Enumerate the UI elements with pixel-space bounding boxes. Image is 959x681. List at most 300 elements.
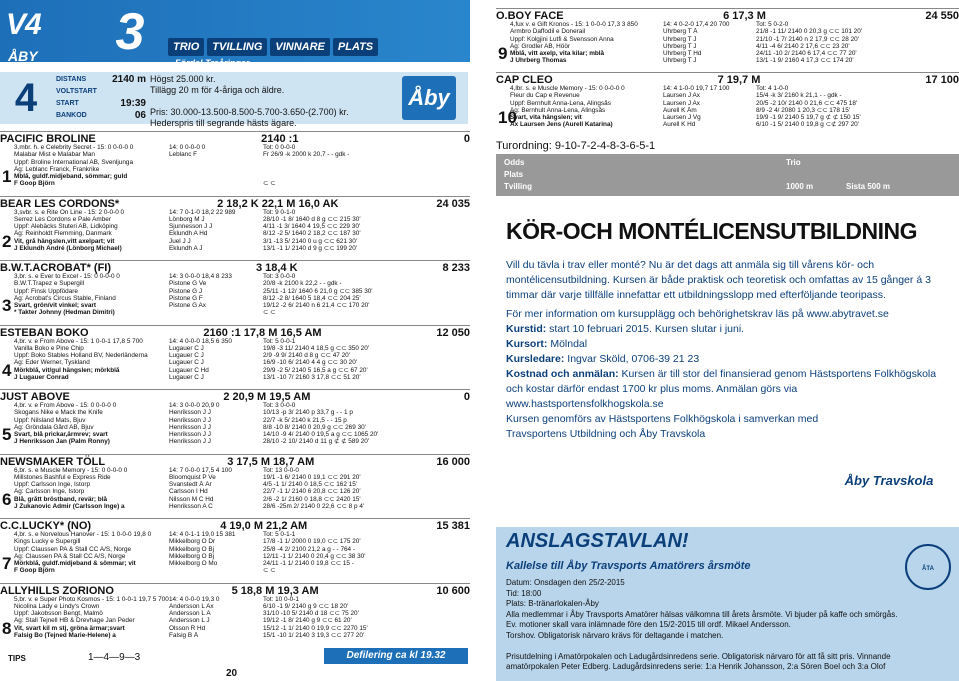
horse-detail-row (0, 374, 470, 381)
horse-cell (169, 180, 263, 187)
odds-label: Odds (504, 158, 525, 167)
horse-cell: Mikkelborg O Dr (169, 538, 216, 546)
horse-detail-row (0, 209, 470, 216)
horse-cell (169, 309, 263, 316)
horse-detail-row (0, 467, 470, 474)
horse-cell: Pistone G J (169, 287, 203, 295)
horse-cell: 31/10 -10 5/ 2140 d 18 ⊂⊂ 75 20' (263, 610, 359, 618)
horse-detail-row (0, 496, 470, 503)
horse-cell: Tot: 0 0-0-0 (263, 144, 296, 151)
horse-cell: 15/1 -10 1/ 2140 3 19,3 ⊂⊂ 277 20' (263, 631, 365, 639)
horse-cell: Andersson L J (169, 617, 210, 625)
anslag-body (506, 578, 951, 673)
horse-detail-row (496, 43, 959, 50)
horse-cell: 14: 4 0-1-1 19,0 15 381 (169, 531, 236, 538)
horse-cell: Äg: Grodler AB, Höör (510, 42, 571, 50)
aby-label: ÅBY (8, 48, 38, 64)
horse-cell: 14: 7 0-0-0 17,5 4 100 (169, 466, 232, 474)
prize-info (150, 74, 349, 129)
horse-cell: 14: 4 0-0-0 18,5 6 350 (169, 337, 232, 345)
horse-detail-row (0, 603, 470, 610)
horse-cell: Svart, vita hängslen; vit (510, 114, 582, 122)
horse-cell: 19/9 -1 9/ 2140 5 19,7 g ⊄ ⊄ 150 15' (756, 114, 861, 122)
horse-start-number: 1 (2, 167, 12, 186)
ad-body (506, 258, 951, 442)
horse-cell: Mörkblå, vit/gul hängslen; mörkblå (14, 366, 120, 374)
horse-detail-row (496, 107, 959, 114)
anslag-line: Alla medlemmar i Åby Travsports Amatörer hälsas välkomna till årets årsmöte. Vi bjuder på kaffe och smörgås. (506, 609, 898, 619)
bet-tvilling: TVILLING (207, 38, 267, 56)
horse-cell: 16/9 -10 6/ 2140 4 4 g ⊂⊂ 30 20' (263, 359, 358, 367)
bet-plats: PLATS (333, 38, 378, 56)
horse-detail-row (496, 121, 959, 128)
horse-cell: Henriksson A C (169, 502, 213, 510)
horse-detail-row (0, 546, 470, 553)
horse-cell: Henriksson J J (169, 438, 211, 446)
horse-entry (0, 518, 470, 575)
horse-cell: ⊂ ⊂ (263, 180, 276, 188)
ad-paragraph: För mer information om kursupplägg och behörighetskrav läs på www.abytravet.se (506, 308, 889, 320)
horse-cell: J Henriksson Jan (Palm Ronny) (14, 438, 110, 446)
horse-right: 0 (463, 133, 470, 145)
horse-detail-row (0, 216, 470, 223)
horse-entry (0, 196, 470, 253)
defilering-time: Defilering ca kl 19.32 (324, 648, 468, 664)
horse-cell: 6,br. s. e Muscle Memory - 15: 0 0-0-0 0 (14, 466, 128, 474)
horse-detail-row (496, 92, 959, 99)
horse-name-row (0, 131, 470, 144)
horse-mid: 3 17,5 M 18,7 AM (227, 455, 315, 468)
horse-name: C.C.LUCKY* (NO) (0, 520, 92, 532)
horse-start-number: 2 (2, 231, 12, 251)
horse-detail-row (0, 338, 470, 345)
horse-cell: Aurell K Åm (663, 106, 697, 114)
horse-name: BEAR LES CORDONS* (0, 197, 120, 210)
trio-label: Trio (786, 158, 801, 167)
horse-entry (0, 131, 470, 188)
horse-cell: ⊂ ⊂ (263, 567, 276, 575)
horse-detail-row (0, 245, 470, 252)
horse-cell: Uhrberg T J (663, 42, 697, 50)
anslag-line (506, 641, 951, 652)
horse-start-number: 4 (2, 360, 12, 380)
horse-cell: Bloomquist P Ve (169, 473, 216, 481)
horse-detail-row (0, 295, 470, 302)
race-subtitle: Fördel Treåringar (175, 58, 250, 68)
horse-cell: 28/10 -1 8/ 1640 d 8 g ⊂⊂ 215 30' (263, 215, 361, 223)
horse-right: 8 233 (442, 262, 470, 274)
page-number-left: 20 (226, 668, 238, 679)
horse-start-number: 10 (498, 108, 517, 127)
horse-cell: Mikkelborg O Bj (169, 552, 215, 560)
horse-cell: 4,lbr. s. e Muscle Memory - 15: 0 0-0-0 0 (510, 85, 625, 92)
horse-detail-row (0, 345, 470, 352)
horse-right: 15 381 (436, 520, 470, 532)
horse-cell: 25/8 -4 2/ 2100 21,2 a g - - 764 - (263, 545, 356, 553)
horse-name: ESTEBAN BOKO (0, 326, 89, 339)
horse-cell: 8/12 -2 5/ 1640 2 18,2 ⊂⊂ 187 30' (263, 230, 361, 238)
horse-cell: 4/11 -1 3/ 1640 4 19,5 ⊂⊂ 229 30' (263, 223, 361, 231)
horse-cell: 19/12 -1 8/ 2140 g 9 ⊂⊂ 61 20' (263, 617, 352, 625)
horse-cell (263, 159, 470, 166)
horse-cell: 20/5 -2 10/ 2140 0 21,6 ⊂⊂ 475 18' (756, 99, 858, 107)
horse-mid: 2 20,9 M 19,5 AM (223, 391, 311, 403)
horse-name-row (0, 325, 470, 338)
horse-cell: Serrez Les Cordons e Pale Amber (14, 215, 111, 223)
horse-cell: 28/6 -25m 2/ 2140 0 22,6 ⊂⊂ 8 p 4' (263, 502, 365, 510)
horse-cell: Äg: Acrobat's Circus Stable, Finland (14, 294, 116, 302)
horse-start-number: 3 (2, 296, 12, 315)
horse-detail-row (0, 159, 470, 166)
horse-cell: Blå, grått bröstband, revär; blå (14, 495, 108, 503)
horse-detail-row (0, 288, 470, 295)
horse-cell: 4/11 -4 6/ 2140 2 17,6 ⊂⊂ 23 20' (756, 42, 850, 50)
horse-cell: 13/1 -1 1/ 2140 d 9 g ⊂⊂ 199 20' (263, 244, 358, 252)
horse-cell: ⊂ ⊂ (263, 309, 276, 317)
horse-cell: Laursen J Ax (663, 99, 700, 107)
horse-cell: Mikkelborg O Bj (169, 545, 215, 553)
horse-entry (0, 583, 470, 640)
anslag-line: Datum: Onsdagen den 25/2-2015 (506, 578, 625, 587)
odds-graphic (496, 154, 959, 196)
horse-cell: Äg: Leblanc Franck, Frankrike (14, 165, 100, 173)
horse-detail-row (496, 85, 959, 92)
horse-name-row (0, 260, 470, 273)
horse-detail-row (0, 402, 470, 409)
horse-detail-row (0, 359, 470, 366)
horse-detail-row (0, 625, 470, 632)
horse-start-number: 7 (2, 554, 12, 573)
horse-cell: Andersson L Ä (169, 610, 211, 618)
horse-cell: 13/1 -10 7/ 2160 3 17,8 ⊂⊂ 51 20' (263, 373, 361, 381)
tvilling-label: Tvilling (504, 182, 532, 191)
horse-cell: Tot: 3 0-0-0 (263, 273, 296, 280)
horse-cell (169, 567, 263, 574)
horse-cell (263, 166, 470, 173)
race-banner (0, 0, 470, 128)
horse-cell: Svanstedt Å Är (169, 481, 212, 489)
horse-detail-row (0, 503, 470, 510)
horse-detail-row (0, 488, 470, 495)
horse-cell: 12/11 -1 1/ 2140 0 20,4 g ⊂⊂ 38 30' (263, 552, 366, 560)
horse-cell: Eklundh A J (169, 244, 203, 252)
horse-cell: 3,br. s. e Ever to Excel - 15: 0 0-0-0 0 (14, 273, 120, 280)
horse-cell: 20/8 -k 2100 k 22,2 - - gdk - (263, 280, 342, 288)
ad-title: KÖR-OCH MONTÉLICENSUTBILDNING (506, 218, 917, 244)
horse-cell: Eklundh A Hd (169, 230, 208, 238)
horse-cell: Lugauer C Hd (169, 366, 209, 374)
horse-name-row (496, 8, 959, 21)
horse-name: PACIFIC BROLINE (0, 133, 96, 145)
horse-entry (496, 72, 959, 129)
horse-cell: 14: 7 0-1-0 18,2 22 989 (169, 208, 236, 216)
horse-cell: 21/10 -1 7/ 2140 n 2 17,9 ⊂⊂ 28 20' (756, 35, 859, 43)
horse-cell: Äg: Carlsson Inge, Istorp (14, 488, 85, 496)
horse-cell: Äg: Claussen PA & Stall CC A/S, Norge (14, 552, 126, 560)
horse-cell: Olsson R Hd (169, 624, 206, 632)
aby-logo: Åby (402, 76, 456, 120)
horse-entry (0, 325, 470, 382)
horse-name: B.W.T.ACROBAT* (FI) (0, 262, 112, 274)
horse-cell: 14: 4 0-2-0 17,4 20 700 (663, 21, 730, 28)
horse-cell: B.W.T.Trapez e Supergill (14, 280, 85, 288)
horse-detail-row (0, 481, 470, 488)
horse-detail-row (0, 431, 470, 438)
horse-cell: Uppf: Finsk Uppfödare (14, 287, 78, 295)
horse-cell: 14: 3 0-0-0 20,9 0 (169, 402, 220, 409)
horse-cell: Äg: Stall Tejnell HB & Drevhage Jan Peder (14, 617, 135, 625)
horse-cell: 19/12 -2 6/ 2140 n 6 21,4 ⊂⊂ 170 20' (263, 302, 370, 310)
prize-line: Tillägg 20 m för 4-åriga och äldre. (150, 85, 285, 95)
horse-cell: 15/4 -k 3/ 2160 k 21,1 - - gdk - (756, 92, 842, 100)
horse-name: ALLYHILLS ZORIONO (0, 584, 114, 597)
horse-cell: Lugauer C J (169, 373, 204, 381)
horse-cell: Äg: Reinholdt Flemming, Danmark (14, 230, 112, 238)
horse-cell: Vanilla Boko e Pine Chip (14, 344, 84, 352)
prize-line: Högst 25.000 kr. (150, 74, 216, 84)
horse-cell: Henriksson J J (169, 423, 211, 431)
horse-detail-row (0, 438, 470, 445)
horse-cell: 22/7 -k 5/ 2140 k 21,5 - - 15 p (263, 416, 347, 424)
horse-cell: F Goop Björn (14, 567, 55, 575)
horse-cell: Uppf: Bernhult Anna-Lena, Alingsås (510, 99, 611, 107)
ad-kostnad: Kostnad och anmälan: Kursen är till stor del finansierad genom Hästsportens Folkhögskola och kostar därför endast 1700 kr plus moms. Anmälan görs via (506, 368, 937, 395)
horse-name-row (0, 454, 470, 467)
horse-cell: Uppf: Broline International AB, Svenljunga (14, 158, 134, 166)
plats-label: Plats (504, 170, 524, 179)
horse-name-row (0, 583, 470, 596)
horse-name-row (0, 389, 470, 402)
horse-detail-row (496, 57, 959, 64)
horse-detail-row (0, 273, 470, 280)
info-voltstart: VOLTSTART (56, 88, 97, 95)
horse-detail-row (0, 367, 470, 374)
horse-cell: Uhrberg T Hd (663, 50, 702, 58)
horse-cell: Svart, grön/vit vinkel; svart (14, 302, 97, 310)
horse-cell: 19/8 -3 11/ 2140 4 18,5 g ⊂⊂ 350 20' (263, 344, 369, 352)
horse-cell: Carlsson I Hd (169, 488, 208, 496)
horse-cell: Uhrberg T Å (663, 28, 698, 36)
tips-label: TIPS (8, 654, 26, 663)
horse-mid: 2140 :1 (261, 133, 299, 145)
horse-mid: 5 18,8 M 19,3 AM (231, 584, 319, 597)
horse-cell: Tot: 5 0-2-0 (756, 21, 789, 28)
horse-cell: Tot: 4 1-0-0 (756, 85, 789, 92)
horse-name-row (0, 518, 470, 531)
tips-value: 1—4—9—3 (88, 652, 141, 663)
anslag-line: Prisutdelning i Amatörpokalen och Ladugårdsinredens serie. Obligatorisk närvaro för att få sitt pris. Vinnande (506, 651, 891, 661)
horse-cell: Fleur du Cap e Revenue (510, 92, 580, 100)
horse-detail-row (0, 223, 470, 230)
horse-cell: * Takter Johnny (Hedman Dimitri) (14, 309, 115, 317)
horse-cell: Pistone G F (169, 294, 203, 302)
horse-name: O.BOY FACE (496, 10, 564, 22)
horse-cell: Uhrberg T J (663, 57, 697, 65)
horse-cell: 10/13 -p 3/ 2140 p 33,7 g - - 1 p (263, 409, 353, 417)
horse-detail-row (0, 538, 470, 545)
horse-detail-row (0, 144, 470, 151)
horse-cell: 6/10 -1 5/ 2140 0 19,8 g ⊂⊄ 297 20' (756, 121, 859, 129)
horse-cell: Nilsson M C Hd (169, 495, 214, 503)
horse-mid: 4 19,0 M 21,2 AM (220, 520, 308, 532)
horse-detail-row (0, 596, 470, 603)
horse-cell: 24/11 -10 2/ 2140 6 17,4 ⊂⊂ 77 20' (756, 50, 857, 58)
anslag-line: amatörpokalen Peter Edberg. Ladugårdsinredens serie: 1:a Henrik Johansson, 2:a Sören Boel och 3:a Olof (506, 662, 886, 671)
horse-cell: Uppf: Alebäcks Stuteri AB, Lidköping (14, 223, 118, 231)
horse-right: 12 050 (436, 326, 470, 339)
horse-detail-row (0, 567, 470, 574)
bet-types (168, 38, 378, 56)
horse-mid: 3 18,4 K (255, 262, 298, 274)
horse-detail-row (0, 632, 470, 639)
horse-entry (0, 389, 470, 446)
horse-cell: 14: 4 1-0-0 19,7 17 100 (663, 85, 730, 92)
horse-cell: Tot: 10 0-0-1 (263, 595, 299, 603)
prize-line (150, 96, 349, 107)
horse-detail-row (496, 28, 959, 35)
horse-cell: 17/8 -1 1/ 2000 0 19,0 ⊂⊂ 175 20' (263, 538, 361, 546)
horse-cell: Svart, blå prickar,ärmrev; svart (14, 431, 108, 439)
club-logo: ÅTA (905, 544, 951, 590)
horse-detail-row (496, 50, 959, 57)
horse-right: 0 (463, 391, 470, 403)
horse-cell: 4,fux v. e Gift Kronos - 15: 1 0-0-0 17,3 3 850 (510, 21, 638, 28)
horse-cell: Uppf: Kolgjini Lutfi & Svensson Anna (510, 35, 614, 43)
horse-cell: 2/9 -9 9/ 2140 d 8 g ⊂⊂ 47 20' (263, 352, 350, 360)
travskola-logo: Åby Travskola (844, 473, 934, 488)
horse-cell: 28/10 -2 10/ 2140 d 11 g ⊄ ⊄ 589 20' (263, 438, 369, 446)
v4-logo: V4 (6, 8, 41, 41)
kallelse-title: Kallelse till Åby Travsports Amatörers årsmöte (506, 560, 751, 572)
horse-cell: Äg: Gröndala Gård AB, Bjuv (14, 423, 94, 431)
horse-cell: Leblanc F (169, 151, 198, 159)
ad-kursort: Kursort: Mölndal (506, 338, 588, 350)
horse-entry (496, 8, 959, 65)
horse-cell: Fr 26/9 -k 2000 k 20,7 - - gdk - (263, 151, 350, 159)
horse-cell: 14: 0 0-0-0 0 (169, 144, 206, 151)
anslag-line: Tid: 18:00 (506, 588, 542, 598)
horse-cell: Aurell K Hd (663, 121, 696, 129)
horse-right: 24 550 (925, 10, 959, 22)
horse-cell: Äg: Eder Werner, Tyskland (14, 359, 90, 367)
horse-cell: 21/8 -1 11/ 2140 0 20,3 g ⊂⊂ 101 20' (756, 28, 862, 36)
horse-cell: Vit, grå hängslen,vitt axelpart; vit (14, 237, 115, 245)
horse-cell: 29/9 -2 5/ 2140 5 16,5 a g ⊂⊂ 67 20' (263, 366, 368, 374)
horse-detail-row (496, 36, 959, 43)
horse-cell: Laursen J Ax (663, 92, 700, 100)
horse-start-number: 9 (498, 44, 508, 63)
horse-cell: J Zukanovic Admir (Carlsson Inge) a (14, 502, 125, 510)
horse-cell: Laursen J Vg (663, 114, 701, 122)
horse-detail-row (496, 21, 959, 28)
anslag-title: ANSLAGSTAVLAN! (506, 530, 689, 552)
horse-cell: Pistone G Ve (169, 280, 207, 288)
horse-cell: J Eklundh André (Lönborg Michael) (14, 244, 122, 252)
horse-cell: J Uhrberg Thomas (510, 57, 567, 65)
horse-entry (0, 260, 470, 317)
horse-cell: Vit, svart kil m stj, gröna ärmar;svart (14, 624, 125, 632)
horse-cell: Skogans Nike e Mack the Knife (14, 409, 103, 417)
horse-cell: Mörkblå, guldf.midjeband & sömmar; vit (14, 560, 136, 568)
horse-cell (169, 173, 263, 180)
ad-kursledare: Kursledare: Ingvar Sköld, 0706-39 21 23 (506, 353, 700, 365)
bet-trio: TRIO (168, 38, 204, 56)
horse-right: 10 600 (436, 584, 470, 597)
horse-start-number: 8 (2, 618, 12, 638)
race-big-number: 3 (115, 3, 145, 61)
horse-cell: Millstones Bashful e Express Ride (14, 473, 111, 481)
horse-name-row (0, 196, 470, 209)
horse-cell: 8/12 -2 8/ 1640 5 18,4 ⊂⊂ 204 25' (263, 294, 361, 302)
race-info (56, 74, 146, 122)
horse-cell: 19/1 -1 6/ 2140 0 19,1 ⊂⊂ 291 20' (263, 473, 361, 481)
horse-cell: 25/11 -1 12/ 1640 6 21,0 g ⊂⊂ 385 30' (263, 287, 373, 295)
horse-cell: Lönborg M J (169, 215, 205, 223)
horse-cell: Nicolina Lady e Lindy's Crown (14, 602, 100, 610)
horse-cell: 5,br. v. e Super Photo Kosmos - 15: 1 0-0-1 19,7 5 700 (14, 595, 169, 603)
ad-paragraph: Kursen genomförs av Hästsportens Folkhögskola i samverkan med Travsportens Utbildning och Åby Travskola (506, 413, 819, 440)
ad-kurstid: Kurstid: start 10 februari 2015. Kursen slutar i juni. (506, 323, 745, 335)
horse-detail-row (0, 230, 470, 237)
horse-cell: Andersson L Ax (169, 602, 214, 610)
horse-cell: J Lugauer Conrad (14, 373, 69, 381)
horse-mid: 2 18,2 K 22,1 M 16,0 AK (217, 197, 339, 210)
anslag-line: Ev. motioner skall vara inlämnade före den 15/2-2015 till ordf. Mikael Andersson. (506, 620, 791, 629)
horse-right: 17 100 (925, 74, 959, 86)
horse-name: CAP CLEO (496, 74, 553, 86)
horse-detail-row (0, 352, 470, 359)
horse-right: 24 035 (436, 197, 470, 210)
dist-label: 1000 m (786, 182, 814, 191)
turordning: Turordning: 9-10-7-2-4-8-3-6-5-1 (496, 140, 656, 152)
horse-cell: Tot: 9 0-1-0 (263, 208, 296, 216)
prize-line: Hederspris till segrande hästs ägare. (150, 118, 297, 128)
horse-cell: Falsig B Å (169, 631, 199, 639)
horse-detail-row (0, 409, 470, 416)
horse-detail-row (0, 417, 470, 424)
horse-cell: Tot: 5 0-0-1 (263, 337, 296, 345)
horse-cell: Juel J J (169, 237, 191, 245)
horse-cell: Äg: Bernhult Anna-Lena, Alingsås (510, 106, 606, 114)
horse-cell (263, 173, 470, 180)
horse-cell: Mblå, guldf.midjeband, sömmar; guld (14, 173, 128, 181)
prize-line: Pris: 30.000-13.500-8.500-5.700-3.650-(2.700) kr. (150, 107, 349, 117)
horse-detail-row (0, 560, 470, 567)
horse-cell: 3/1 -13 5/ 2140 0 u g ⊂⊂ 621 30' (263, 237, 358, 245)
horse-mid: 2160 :1 17,8 M 16,5 AM (203, 326, 322, 339)
horse-cell: Mikkelborg O Mo (169, 560, 218, 568)
horse-cell: Armbro Daffodil e Donerail (510, 28, 586, 36)
horse-cell: Uhrberg T J (663, 35, 697, 43)
horse-cell: 8/9 -2 4/ 2080 1 20,3 ⊂⊂ 178 15' (756, 106, 851, 114)
horse-cell: Tot: 5 0-1-1 (263, 531, 296, 538)
horse-cell: Henriksson J J (169, 431, 211, 439)
horse-mid: 7 19,7 M (717, 74, 761, 86)
ad-link[interactable]: www.hastsportensfolkhogskola.se (506, 398, 664, 410)
horse-detail-row (0, 309, 470, 316)
horse-cell: Pistone G Ax (169, 302, 206, 310)
horse-right: 16 000 (436, 455, 470, 468)
horse-cell: Tot: 3 0-0-0 (263, 402, 296, 409)
horse-cell: 4,br. v. e From Above - 15: 1 0-0-1 17,8 5 700 (14, 337, 143, 345)
horse-detail-row (496, 114, 959, 121)
horse-cell: 14: 3 0-0-0 18,4 8 233 (169, 273, 232, 280)
horse-cell: F Goop Björn (14, 180, 55, 188)
horse-cell: Sjunnesson J J (169, 223, 213, 231)
horse-detail-row (0, 617, 470, 624)
info-distans: DISTANS 2140 m (56, 74, 146, 85)
horse-cell: 3,mbr. h. e Celebrity Secret - 15: 0 0-0-0 0 (14, 144, 134, 151)
